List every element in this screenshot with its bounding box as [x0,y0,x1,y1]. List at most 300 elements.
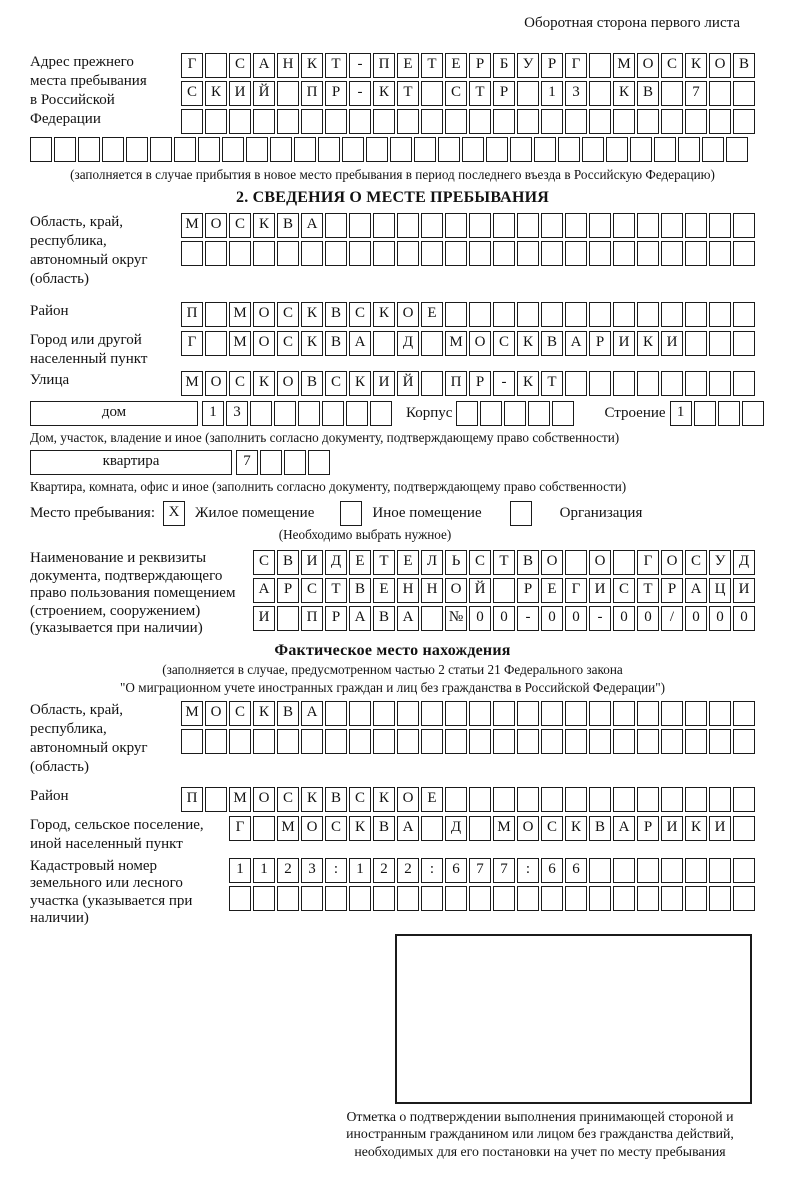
char-box [517,886,539,911]
char-box: Р [661,578,683,603]
stroenie-label: Строение [604,405,666,421]
char-box: А [565,331,587,356]
street-block [30,371,755,396]
char-box: Е [421,787,443,812]
char-box: 0 [733,606,755,631]
char-box [493,578,515,603]
house-type-box: дом [30,401,198,426]
char-box: С [229,701,251,726]
char-box [565,371,587,396]
char-box [565,886,587,911]
char-box: - [589,606,611,631]
char-box: А [349,331,371,356]
char-box [421,701,443,726]
char-box [493,886,515,911]
char-box: М [445,331,467,356]
char-box: С [277,331,299,356]
char-box: 6 [541,858,563,883]
char-box [733,371,755,396]
char-box: В [733,53,755,78]
char-box: М [181,371,203,396]
char-box: С [613,578,635,603]
char-box: 2 [277,858,299,883]
char-box: 2 [373,858,395,883]
char-box [661,81,683,106]
char-box: № [445,606,467,631]
char-box: К [301,787,323,812]
char-box: К [373,787,395,812]
char-box [726,137,748,162]
char-box: П [301,606,323,631]
document-row-3 [248,606,755,631]
char-box: К [373,81,395,106]
char-box: К [253,213,275,238]
char-box [589,858,611,883]
char-box: 7 [236,450,258,475]
actual-district-row [180,787,755,812]
char-box: И [373,371,395,396]
char-box [589,729,611,754]
char-box: В [589,816,611,841]
char-box: 1 [253,858,275,883]
char-box: М [229,302,251,327]
char-box: 6 [445,858,467,883]
char-box: : [421,858,443,883]
char-box [421,371,443,396]
char-box [277,241,299,266]
char-box: Т [373,550,395,575]
char-box [205,331,227,356]
char-box: О [253,331,275,356]
char-box [445,241,467,266]
char-box [181,729,203,754]
char-box: Л [421,550,443,575]
char-box [370,401,392,426]
char-box: О [589,550,611,575]
char-box: 0 [709,606,731,631]
char-box: Р [493,81,515,106]
char-box: В [325,302,347,327]
char-box [322,401,344,426]
char-box [661,109,683,134]
char-box [445,302,467,327]
char-box [742,401,764,426]
char-box [493,241,515,266]
confirmation-mark-box [395,934,752,1104]
char-box [493,213,515,238]
char-box: С [349,787,371,812]
char-box [709,213,731,238]
street-row [180,371,755,396]
char-box: 7 [685,81,707,106]
char-box [325,729,347,754]
char-box [414,137,436,162]
char-box [102,137,124,162]
char-box: У [517,53,539,78]
char-box [733,858,755,883]
char-box [709,81,731,106]
char-box: Д [397,331,419,356]
char-box [445,729,467,754]
char-box: : [517,858,539,883]
char-box [421,81,443,106]
char-box: И [661,816,683,841]
char-box: С [325,816,347,841]
char-box [325,213,347,238]
char-box: В [277,701,299,726]
char-box: / [661,606,683,631]
char-box: 0 [685,606,707,631]
char-box [301,241,323,266]
house-line [30,401,755,426]
char-box [630,137,652,162]
char-box [709,886,731,911]
char-box [222,137,244,162]
char-box [685,729,707,754]
char-box: - [493,371,515,396]
district-block [30,302,755,327]
char-box [552,401,574,426]
char-box: : [325,858,347,883]
char-box: М [493,816,515,841]
actual-district-label: Район [30,787,69,804]
char-box [445,787,467,812]
char-box: А [397,816,419,841]
char-box [469,302,491,327]
char-box [445,213,467,238]
char-box [301,729,323,754]
char-box [733,331,755,356]
cadastral-block [30,858,755,928]
char-box [181,241,203,266]
char-box: Д [445,816,467,841]
char-box [205,302,227,327]
char-box [260,450,282,475]
char-box [349,213,371,238]
char-box [709,241,731,266]
char-box [685,701,707,726]
char-box: Е [397,550,419,575]
char-box: В [373,606,395,631]
char-box: К [301,302,323,327]
char-box: 0 [493,606,515,631]
char-box: А [253,578,275,603]
char-box: Г [181,331,203,356]
char-box [685,858,707,883]
char-box [469,886,491,911]
char-box: О [205,213,227,238]
char-box: Т [325,53,347,78]
char-box: К [301,331,323,356]
char-box: 3 [565,81,587,106]
char-box [565,550,587,575]
char-box: В [277,213,299,238]
char-box: Р [469,371,491,396]
char-box [493,109,515,134]
char-box [541,729,563,754]
char-box: С [349,302,371,327]
char-box [613,701,635,726]
char-box: В [349,578,371,603]
char-box [373,241,395,266]
char-box [229,886,251,911]
char-box [685,302,707,327]
char-box: Е [397,53,419,78]
actual-region-row-2 [188,729,755,754]
char-box [613,550,635,575]
actual-location-note-1: (заполняется в случае, предусмотренном частью 2 статьи 21 Федерального закона [162,661,623,677]
char-box: Г [565,53,587,78]
char-box [462,137,484,162]
char-box: К [253,371,275,396]
char-box [517,729,539,754]
char-box: Р [589,331,611,356]
char-box: 0 [469,606,491,631]
char-box [517,241,539,266]
char-box: О [253,787,275,812]
city-row [180,331,755,356]
char-box [517,81,539,106]
char-box [733,213,755,238]
char-box [445,701,467,726]
char-box: К [685,53,707,78]
char-box [253,241,275,266]
char-box: - [349,81,371,106]
char-box: Р [325,81,347,106]
char-box [397,241,419,266]
char-box [150,137,172,162]
char-box: Н [397,578,419,603]
char-box [421,241,443,266]
char-box [733,729,755,754]
char-box [373,109,395,134]
char-box [517,787,539,812]
char-box [198,137,220,162]
char-box [709,302,731,327]
char-box: А [301,701,323,726]
previous-address-note: (заполняется в случае прибытия в новое место пребывания в период последнего въезда в Российскую Федерацию) [70,167,715,182]
char-box: П [181,787,203,812]
char-box: М [277,816,299,841]
char-box: Е [349,550,371,575]
char-box [541,213,563,238]
char-box [456,401,478,426]
char-box [565,109,587,134]
char-box: К [517,331,539,356]
char-box [733,886,755,911]
char-box: О [205,371,227,396]
char-box [390,137,412,162]
char-box: С [493,331,515,356]
char-box [694,401,716,426]
actual-region-block [30,701,755,777]
char-box [397,701,419,726]
char-box [493,787,515,812]
char-box: М [613,53,635,78]
char-box [661,213,683,238]
char-box [205,729,227,754]
char-box: Й [469,578,491,603]
char-box: А [397,606,419,631]
char-box [253,886,275,911]
char-box [340,501,362,526]
char-box [480,401,502,426]
char-box [181,109,203,134]
char-box: Г [565,578,587,603]
stay-option-organization-label: Организация [559,505,643,521]
char-box: М [181,701,203,726]
char-box: В [373,816,395,841]
char-box: 7 [493,858,515,883]
char-box: И [253,606,275,631]
char-box [504,401,526,426]
char-box [445,109,467,134]
char-box [589,81,611,106]
char-box: О [397,302,419,327]
char-box [373,886,395,911]
char-box: Р [517,578,539,603]
char-box [366,137,388,162]
char-box: Б [493,53,515,78]
char-box [637,858,659,883]
street-label: Улица [30,372,70,388]
char-box: С [301,578,323,603]
char-box [733,241,755,266]
char-box [229,241,251,266]
char-box: Н [421,578,443,603]
char-box [565,302,587,327]
char-box: - [349,53,371,78]
char-box [661,241,683,266]
char-box: В [637,81,659,106]
char-box: Г [181,53,203,78]
char-box: С [229,53,251,78]
char-box: О [253,302,275,327]
char-box [702,137,724,162]
char-box: Е [421,302,443,327]
char-box [541,241,563,266]
char-box: 7 [469,858,491,883]
char-box [661,858,683,883]
char-box: Д [325,550,347,575]
char-box: Р [541,53,563,78]
char-box: О [517,816,539,841]
char-box [445,886,467,911]
char-box: И [229,81,251,106]
char-box: К [685,816,707,841]
char-box [589,701,611,726]
char-box: О [205,701,227,726]
char-box: X [163,501,185,526]
char-box [54,137,76,162]
char-box [661,729,683,754]
char-box: С [541,816,563,841]
char-box [565,787,587,812]
char-box [421,816,443,841]
char-box [589,241,611,266]
char-box: С [277,787,299,812]
page-header-note: Оборотная сторона первого листа [524,15,740,31]
char-box: А [685,578,707,603]
char-box [637,701,659,726]
char-box [205,53,227,78]
char-box [637,371,659,396]
char-box [589,213,611,238]
char-box: А [301,213,323,238]
char-box [284,450,306,475]
char-box: Й [253,81,275,106]
char-box: 1 [202,401,224,426]
char-box [709,858,731,883]
char-box [637,241,659,266]
char-box: Н [277,53,299,78]
char-box [685,109,707,134]
char-box: Т [541,371,563,396]
char-box [421,729,443,754]
char-box: - [517,606,539,631]
region-label: Область, край, республика, автономный округ (область) [30,214,148,287]
district-row [180,302,755,327]
char-box [298,401,320,426]
region-block [30,213,755,289]
char-box: 2 [397,858,419,883]
char-box [517,302,539,327]
char-box [469,241,491,266]
char-box: 1 [670,401,692,426]
char-box: П [445,371,467,396]
char-box [349,701,371,726]
char-box: 0 [565,606,587,631]
char-box: В [325,787,347,812]
char-box [733,701,755,726]
city-label: Город или другой населенный пункт [30,332,148,367]
char-box [205,787,227,812]
char-box [421,109,443,134]
previous-address-row-3 [156,109,755,134]
char-box: В [301,371,323,396]
char-box [342,137,364,162]
char-box [613,302,635,327]
cadastral-label: Кадастровый номер земельного или лесного участка (указывается при наличии) [30,857,193,926]
char-box [661,302,683,327]
char-box [637,886,659,911]
char-box [685,886,707,911]
char-box [253,109,275,134]
char-box [517,701,539,726]
char-box [637,729,659,754]
char-box [277,729,299,754]
char-box [685,371,707,396]
char-box [253,729,275,754]
char-box: О [661,550,683,575]
char-box [733,787,755,812]
actual-district-block [30,787,755,812]
char-box [126,137,148,162]
char-box: Т [421,53,443,78]
char-box [174,137,196,162]
char-box [469,787,491,812]
char-box: С [469,550,491,575]
char-box [709,787,731,812]
char-box: С [229,213,251,238]
char-box [565,241,587,266]
char-box: П [181,302,203,327]
char-box: М [229,787,251,812]
char-box [517,109,539,134]
char-box [301,109,323,134]
char-box [493,701,515,726]
char-box: Т [469,81,491,106]
